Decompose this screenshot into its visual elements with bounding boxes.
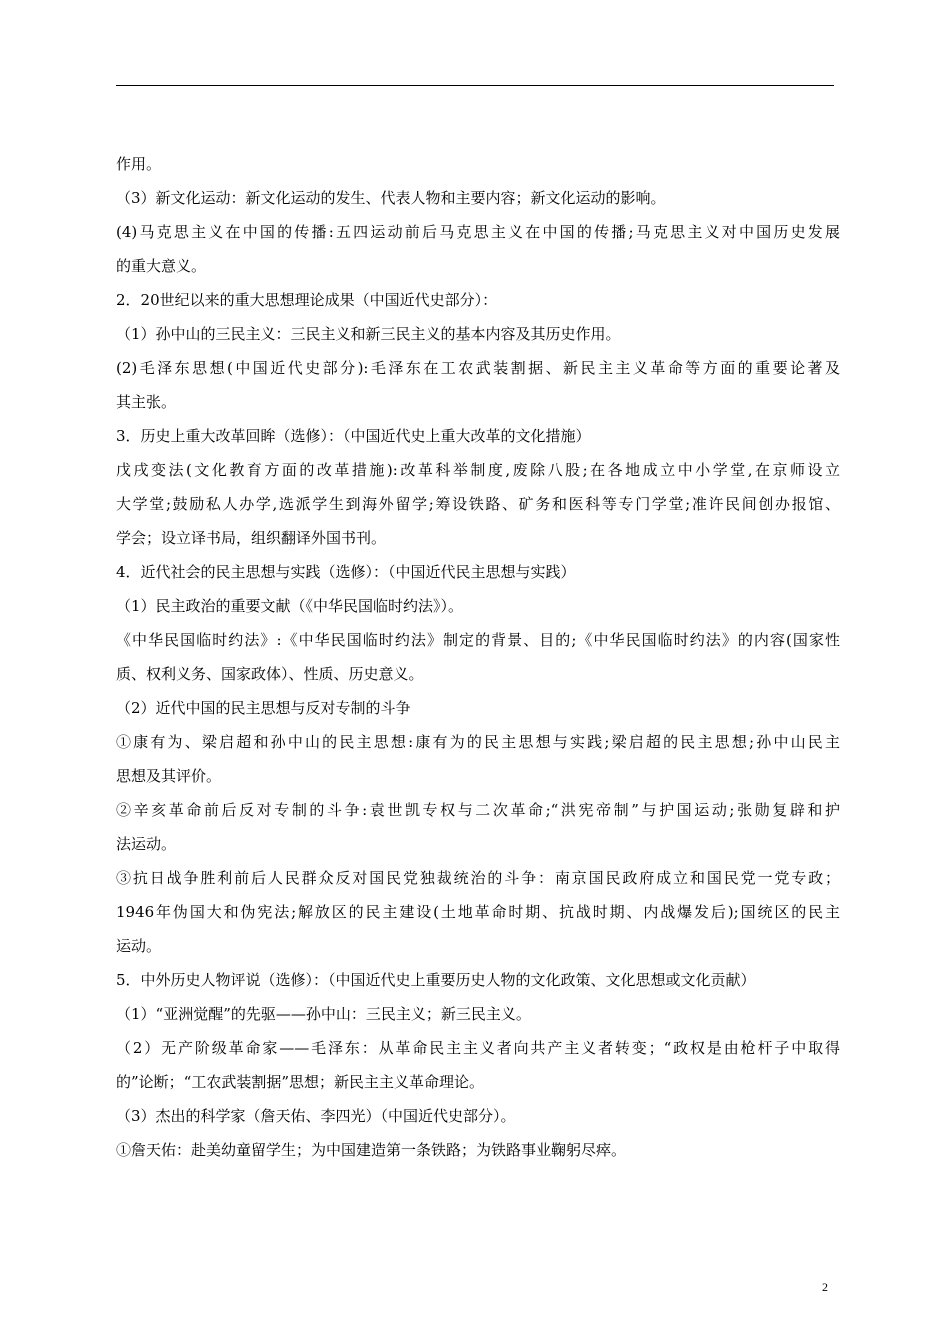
text-line: 的重大意义。: [116, 257, 207, 275]
section-heading: 3．历史上重大改革回眸（选修）：（中国近代史上重大改革的文化措施）: [116, 427, 591, 445]
text-line: （1）孙中山的三民主义：三民主义和新三民主义的基本内容及其历史作用。: [116, 325, 621, 343]
text-line: 其主张。: [116, 393, 177, 411]
text-line: ①詹天佑：赴美幼童留学生；为中国建造第一条铁路；为铁路事业鞠躬尽瘁。: [116, 1141, 627, 1159]
section-heading: 5．中外历史人物评说（选修）：（中国近代史上重要历史人物的文化政策、文化思想或文化贡献）: [116, 971, 756, 989]
text-line: 戊戌变法(文化教育方面的改革措施):改革科举制度,废除八股;在各地成立中小学堂,在京师设立: [116, 461, 840, 479]
section-heading: 2．20世纪以来的重大思想理论成果（中国近代史部分）：: [116, 291, 498, 309]
section-heading: 4．近代社会的民主思想与实践（选修）：（中国近代民主思想与实践）: [116, 563, 576, 581]
text-line: 法运动。: [116, 835, 177, 853]
text-line: 的”论断；“工农武装割据”思想；新民主主义革命理论。: [116, 1073, 485, 1091]
text-line: （1）“亚洲觉醒”的先驱——孙中山：三民主义；新三民主义。: [116, 1005, 531, 1023]
text-line: ③抗日战争胜利前后人民群众反对国民党独裁统治的斗争：南京国民政府成立和国民党一党专政；: [116, 869, 840, 887]
text-line: 1946年伪国大和伪宪法;解放区的民主建设(土地革命时期、抗战时期、内战爆发后);国统区的民主: [116, 903, 840, 921]
text-line: 作用。: [116, 155, 162, 173]
text-line: (2)毛泽东思想(中国近代史部分):毛泽东在工农武装割据、新民主主义革命等方面的重要论著及: [116, 359, 840, 377]
text-line: 运动。: [116, 937, 162, 955]
text-line: ②辛亥革命前后反对专制的斗争:袁世凯专权与二次革命;“洪宪帝制”与护国运动;张勋复辟和护: [116, 801, 840, 819]
text-line: 质、权利义务、国家政体）、性质、历史意义。: [116, 665, 424, 683]
text-line: (4)马克思主义在中国的传播:五四运动前后马克思主义在中国的传播;马克思主义对中国历史发展: [116, 223, 840, 241]
text-line: 思想及其评价。: [116, 767, 222, 785]
text-line: （2）近代中国的民主思想与反对专制的斗争: [116, 699, 411, 717]
document-body: [116, 147, 840, 1167]
text-line: （1）民主政治的重要文献（《中华民国临时约法》）。: [116, 597, 464, 615]
text-line: （3）新文化运动：新文化运动的发生、代表人物和主要内容；新文化运动的影响。: [116, 189, 666, 207]
text-line: 学会；设立译书局，组织翻译外国书刊。: [116, 529, 387, 547]
text-line: （3）杰出的科学家（詹天佑、李四光）（中国近代史部分）。: [116, 1107, 516, 1125]
page-number: 2: [822, 1280, 828, 1294]
text-line: （2）无产阶级革命家——毛泽东：从革命民主主义者向共产主义者转变；“政权是由枪杆子中取得: [116, 1039, 840, 1057]
text-line: ①康有为、梁启超和孙中山的民主思想:康有为的民主思想与实践;梁启超的民主思想;孙中山民主: [116, 733, 840, 751]
text-line: 大学堂;鼓励私人办学,选派学生到海外留学;筹设铁路、矿务和医科等专门学堂;准许民间创办报馆、: [116, 495, 840, 513]
header-rule: [116, 85, 834, 86]
text-line: 《中华民国临时约法》:《中华民国临时约法》制定的背景、目的;《中华民国临时约法》的内容(国家性: [116, 631, 840, 649]
